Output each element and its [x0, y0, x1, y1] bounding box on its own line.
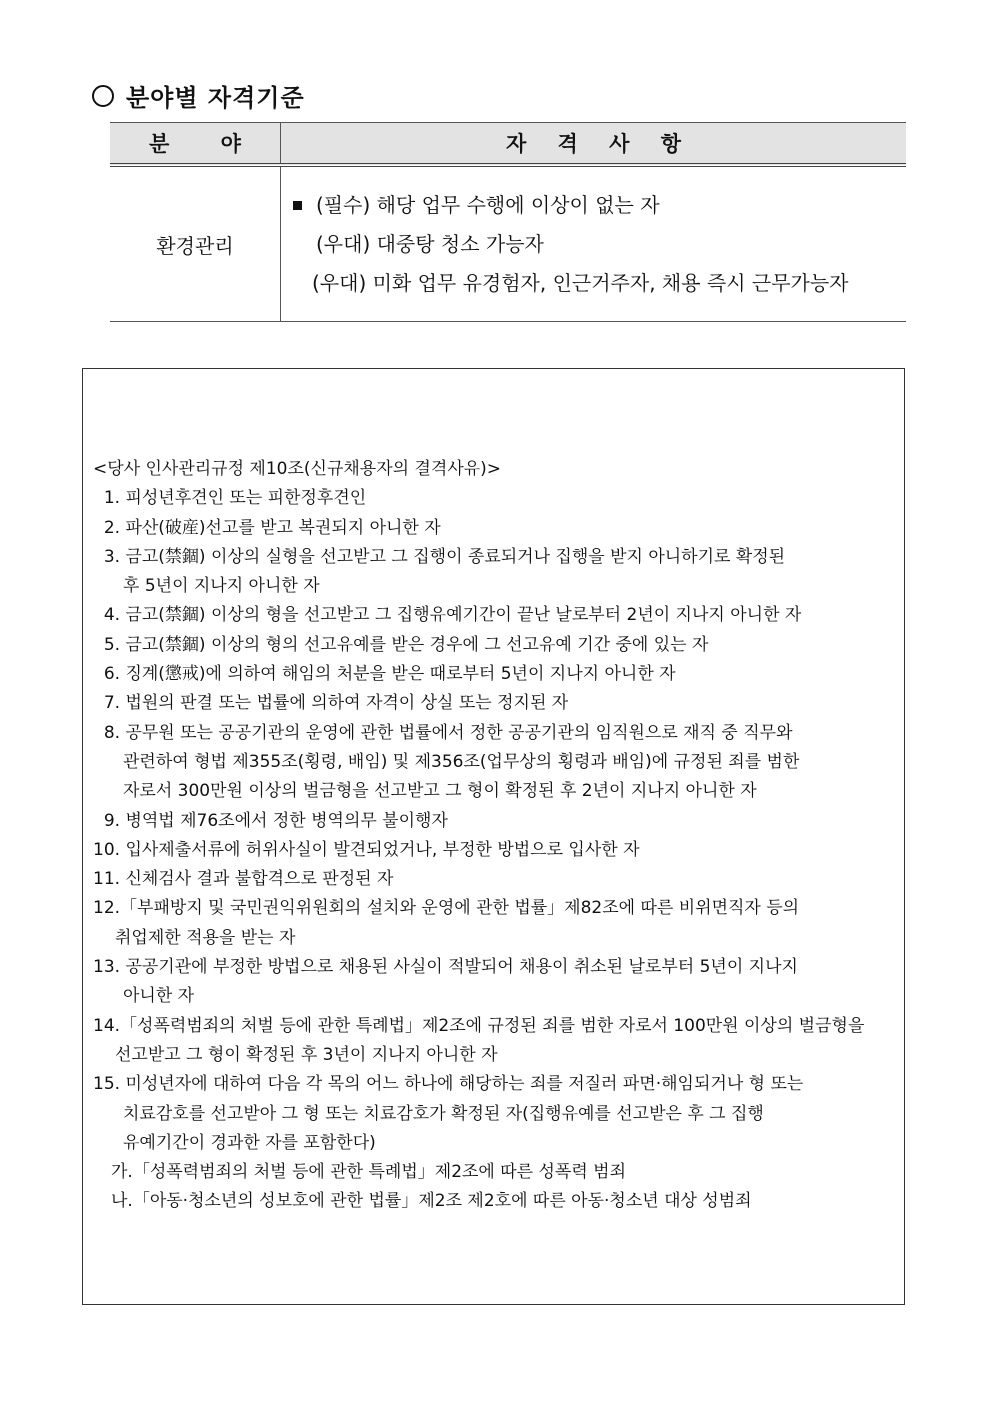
- rule-continuation: 관련하여 형법 제355조(횡령, 배임) 및 제356조(업무상의 횡령과 배임)에 규정된 죄를 범한: [123, 751, 800, 772]
- rule-number: 10.: [93, 839, 121, 860]
- rule-text: 공무원 또는 공공기관의 운영에 관한 법률에서 정한 공공기관의 임직원으로 재직 중 직무와: [125, 722, 793, 743]
- requirement-text: (우대) 대중탕 청소 가능자: [316, 231, 544, 256]
- requirement-line: [293, 264, 905, 303]
- requirement-line: [293, 186, 905, 225]
- rule-item: [93, 894, 896, 923]
- rule-continuation: 취업제한 적용을 받는 자: [115, 927, 296, 948]
- rule-text: 「성폭력범죄의 처벌 등에 관한 특례법」제2조에 규정된 죄를 범한 자로서 100만원 이상의 벌금형을: [120, 1015, 865, 1036]
- rule-continuation: 아니한 자: [123, 986, 195, 1007]
- rule-text: 법원의 판결 또는 법률에 의하여 자격이 상실 또는 정지된 자: [125, 693, 569, 714]
- rule-item: [93, 660, 896, 689]
- rule-text: 파산(破産)선고를 받고 복권되지 아니한 자: [125, 517, 441, 538]
- rule-text: 「부패방지 및 국민권익위원회의 설치와 운영에 관한 법률」제82조에 따른 비위면직자 등의: [120, 898, 800, 919]
- rule-continuation: 선고받고 그 형이 확정된 후 3년이 지나지 아니한 자: [115, 1044, 498, 1065]
- circle-bullet-icon: [92, 85, 114, 107]
- rule-number: 15.: [93, 1074, 121, 1095]
- rule-text: 징계(懲戒)에 의하여 해임의 처분을 받은 때로부터 5년이 지나지 아니한 자: [125, 664, 676, 685]
- rule-item: [93, 1070, 896, 1099]
- field-cell: 환경관리: [110, 165, 281, 322]
- disqualification-box: [82, 368, 905, 1305]
- qualification-cell: [281, 165, 907, 322]
- rule-number: 2.: [103, 517, 121, 538]
- rule-text: 금고(禁錮) 이상의 형의 선고유예를 받은 경우에 그 선고유예 기간 중에 있는 자: [125, 634, 709, 655]
- rule-item: [93, 631, 896, 660]
- rule-number: 6.: [103, 664, 121, 685]
- rule-number: 11.: [93, 869, 121, 890]
- rule-continuation: 유예기간이 경과한 자를 포함한다): [123, 1132, 376, 1153]
- rule-item: [93, 543, 896, 572]
- rule-item: [93, 719, 896, 748]
- header-qualification: 자 격 사 항: [281, 123, 907, 166]
- section-title: [92, 78, 305, 113]
- square-bullet-icon: [293, 201, 302, 210]
- table-row: [110, 165, 906, 322]
- rule-item: [93, 601, 896, 630]
- rule-number: 13.: [93, 957, 121, 978]
- rule-item: [93, 807, 896, 836]
- rule-text: 미성년자에 대하여 다음 각 목의 어느 하나에 해당하는 죄를 저질러 파면·해임되거나 형 또는: [125, 1074, 804, 1095]
- rule-text: 피성년후견인 또는 피한정후견인: [125, 488, 367, 509]
- rule-continuation: 후 5년이 지나지 아니한 자: [123, 576, 320, 597]
- rule-number: 7.: [103, 693, 121, 714]
- rule-text: 병역법 제76조에서 정한 병역의무 불이행자: [125, 810, 448, 831]
- requirement-text: (필수) 해당 업무 수행에 이상이 없는 자: [316, 192, 660, 217]
- rule-item: [93, 514, 896, 543]
- rule-item: [93, 953, 896, 982]
- rule-subitem: 나.「아동·청소년의 성보호에 관한 법률」제2조 제2호에 따른 아동·청소년 대상 성범죄: [111, 1191, 752, 1212]
- rule-number: 5.: [103, 634, 121, 655]
- rule-number: 12.: [93, 898, 121, 919]
- rule-subitem: 가.「성폭력범죄의 처벌 등에 관한 특례법」제2조에 따른 성폭력 범죄: [111, 1162, 627, 1183]
- header-field: 분 야: [110, 123, 281, 166]
- rules-title: <당사 인사관리규정 제10조(신규채용자의 결격사유)>: [93, 459, 502, 479]
- rule-number: 8.: [103, 722, 121, 743]
- rule-continuation: 치료감호를 선고받아 그 형 또는 치료감호가 확정된 자(집행유예를 선고받은 후 그 집행: [123, 1103, 764, 1124]
- rule-text: 금고(禁錮) 이상의 실형을 선고받고 그 집행이 종료되거나 집행을 받지 아니하기로 확정된: [125, 546, 786, 567]
- rule-number: 14.: [93, 1015, 121, 1036]
- table-header-row: [110, 123, 906, 166]
- requirement-text: (우대) 미화 업무 유경험자, 인근거주자, 채용 즉시 근무가능자: [312, 270, 849, 295]
- rule-number: 9.: [103, 810, 121, 831]
- rule-continuation: 자로서 300만원 이상의 벌금형을 선고받고 그 형이 확정된 후 2년이 지나지 아니한 자: [123, 781, 757, 802]
- rule-text: 금고(禁錮) 이상의 형을 선고받고 그 집행유예기간이 끝난 날로부터 2년이 지나지 아니한 자: [125, 605, 802, 626]
- rule-text: 입사제출서류에 허위사실이 발견되었거나, 부정한 방법으로 입사한 자: [125, 839, 640, 860]
- rule-item: [93, 484, 896, 513]
- rule-text: 신체검사 결과 불합격으로 판정된 자: [125, 869, 394, 890]
- rule-text: 공공기관에 부정한 방법으로 채용된 사실이 적발되어 채용이 취소된 날로부터 5년이 지나지: [125, 957, 798, 978]
- rule-item: [93, 689, 896, 718]
- rule-number: 3.: [103, 546, 121, 567]
- rule-number: 1.: [103, 488, 121, 509]
- rule-item: [93, 836, 896, 865]
- qualification-table: [110, 122, 906, 322]
- requirement-line: [293, 225, 905, 264]
- rule-item: [93, 1012, 896, 1041]
- rule-number: 4.: [103, 605, 121, 626]
- rule-item: [93, 865, 896, 894]
- section-title-text: 분야별 자격기준: [126, 83, 305, 112]
- rules-content: [93, 455, 896, 1217]
